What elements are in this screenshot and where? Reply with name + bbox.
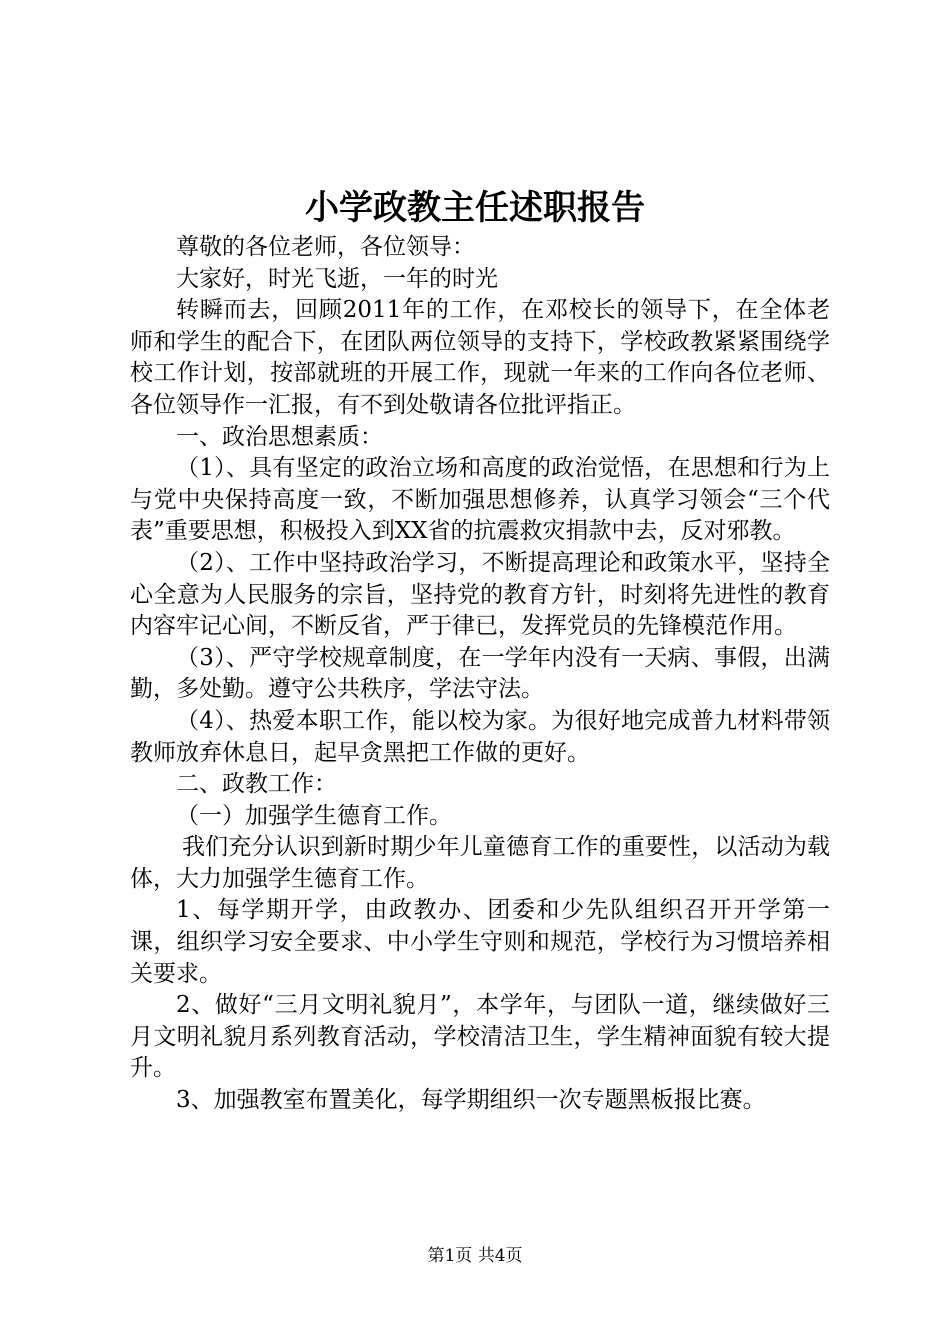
paragraph-salutation: 尊敬的各位老师，各位领导： [176,234,475,260]
heading-political-quality: 一、政治思想素质： [176,423,383,450]
paragraph-greeting: 大家好，时光飞逝，一年的时光 [176,265,498,292]
paragraph-intro: 转瞬而去，回顾2011年的工作，在邓校长的领导下，在全体老师和学生的配合下，在团队两位领导的支持下，学校政教紧紧围绕学校工作计划，按部就班的开展工作，现就一年来的工作向各位老师、各位领导作一汇报，有不到处敬请各位批评指正。 [130,297,830,418]
paragraph-point-3: 3、加强教室布置美化，每学期组织一次专题黑板报比赛。 [176,1087,766,1114]
heading-political-education-work: 二、政教工作： [176,771,337,798]
paragraph-point-2: 2、做好“三月文明礼貌月”，本学年，与团队一道，继续做好三月文明礼貌月系列教育活动，学校清洁卫生，学生精神面貌有较大提升。 [130,992,830,1082]
subheading-moral-education: （一）加强学生德育工作。 [176,802,452,829]
paragraph-point-1: 1、每学期开学，由政教办、团委和少先队组织召开开学第一课，组织学习安全要求、中小学生守则和规范，学校行为习惯培养相关要求。 [130,897,830,987]
paragraph-moral-education: 我们充分认识到新时期少年儿童德育工作的重要性，以活动为载体，大力加强学生德育工作。 [130,834,830,892]
paragraph-item-3: （3）、严守学校规章制度，在一学年内没有一天病、事假，出满勤，多处勤。遵守公共秩序，学法守法。 [130,644,830,703]
document-body [130,232,830,1117]
page-footer: 第1页 共4页 [427,1246,523,1266]
paragraph-item-2: （2）、工作中坚持政治学习，不断提高理论和政策水平，坚持全心全意为人民服务的宗旨，坚持党的教育方针，时刻将先进性的教育内容牢记心间，不断反省，严于律已，发挥党员的先锋模范作用。 [130,549,830,640]
document-title: 小学政教主任述职报告 [305,188,645,228]
paragraph-item-1: （1）、具有坚定的政治立场和高度的政治觉悟，在思想和行为上与党中央保持高度一致，不断加强思想修养，认真学习领会“三个代表”重要思想，积极投入到XX省的抗震救灾捐款中去，反对邪教。 [130,455,830,545]
paragraph-item-4: （4）、热爱本职工作，能以校为家。为很好地完成普九材料带领教师放弃休息日，起早贪黑把工作做的更好。 [130,707,830,766]
